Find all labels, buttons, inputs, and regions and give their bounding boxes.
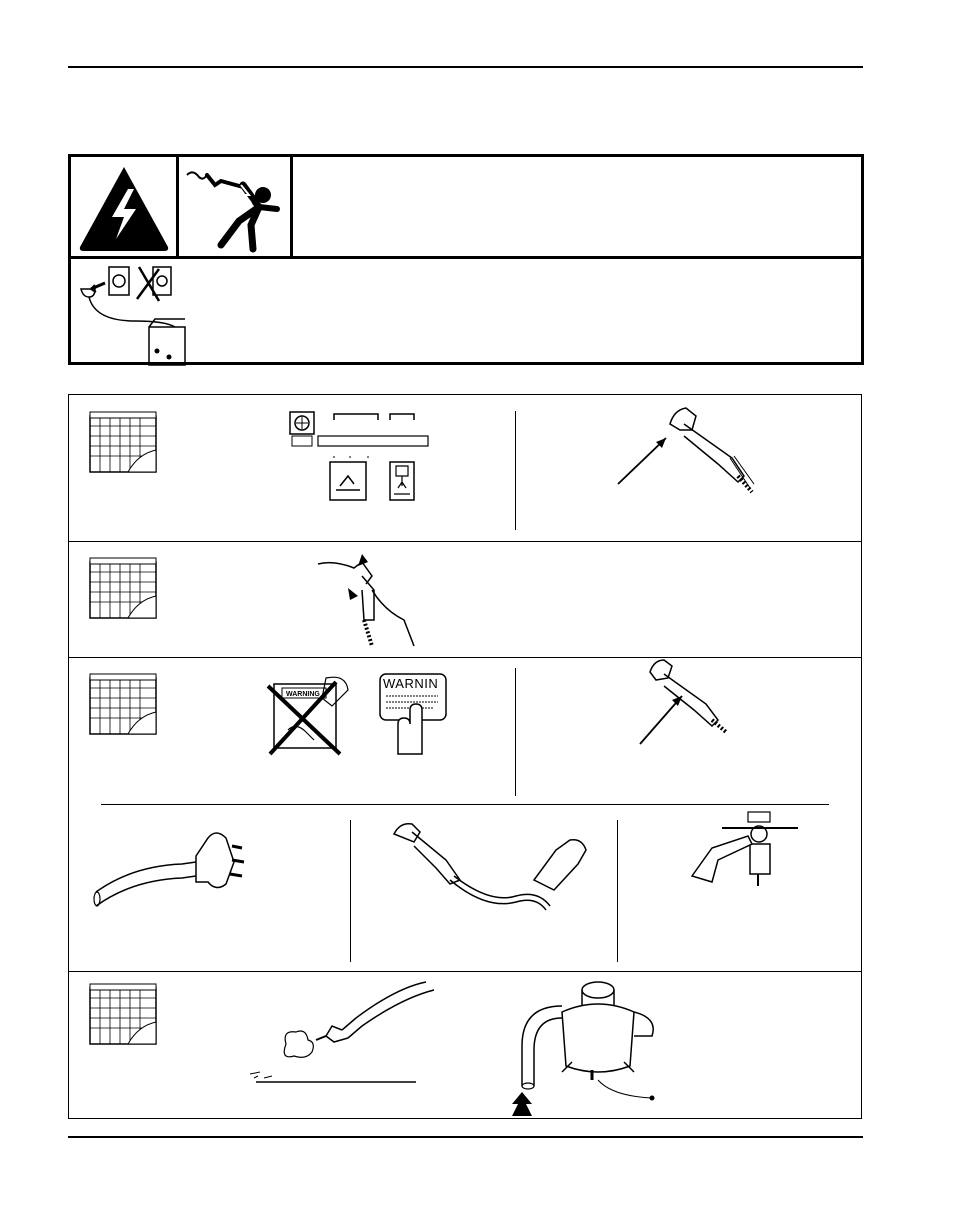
calendar-icon: [88, 672, 158, 736]
warning-box: [68, 154, 864, 365]
vacuum-cleaner-icon: [502, 976, 662, 1116]
control-panel-diagram: [288, 410, 438, 502]
hands-torch-icon: [314, 550, 424, 654]
power-plug-icon: [92, 822, 262, 912]
calendar-icon: [88, 982, 158, 1046]
air-filter-icon: [688, 808, 808, 894]
high-voltage-icon: [76, 163, 172, 253]
warning-label-text: WARNING: [286, 691, 320, 698]
calendar-icon: [88, 556, 158, 620]
top-rule: [68, 66, 863, 68]
plasma-torch-icon: [614, 400, 764, 500]
bottom-rule: [68, 1136, 863, 1138]
warning-sign-text: WARNIN: [383, 676, 439, 691]
torch-cable-icon: [386, 820, 596, 924]
calendar-icon: [88, 410, 158, 474]
unplug-power-icon: [75, 261, 185, 365]
torch-blowing-icon: [246, 978, 436, 1088]
electric-shock-icon: [181, 161, 291, 253]
new-label-icon: [378, 670, 452, 756]
maintenance-table: [68, 394, 862, 1119]
damaged-label-icon: [266, 670, 356, 756]
plasma-torch-icon: [636, 656, 746, 746]
